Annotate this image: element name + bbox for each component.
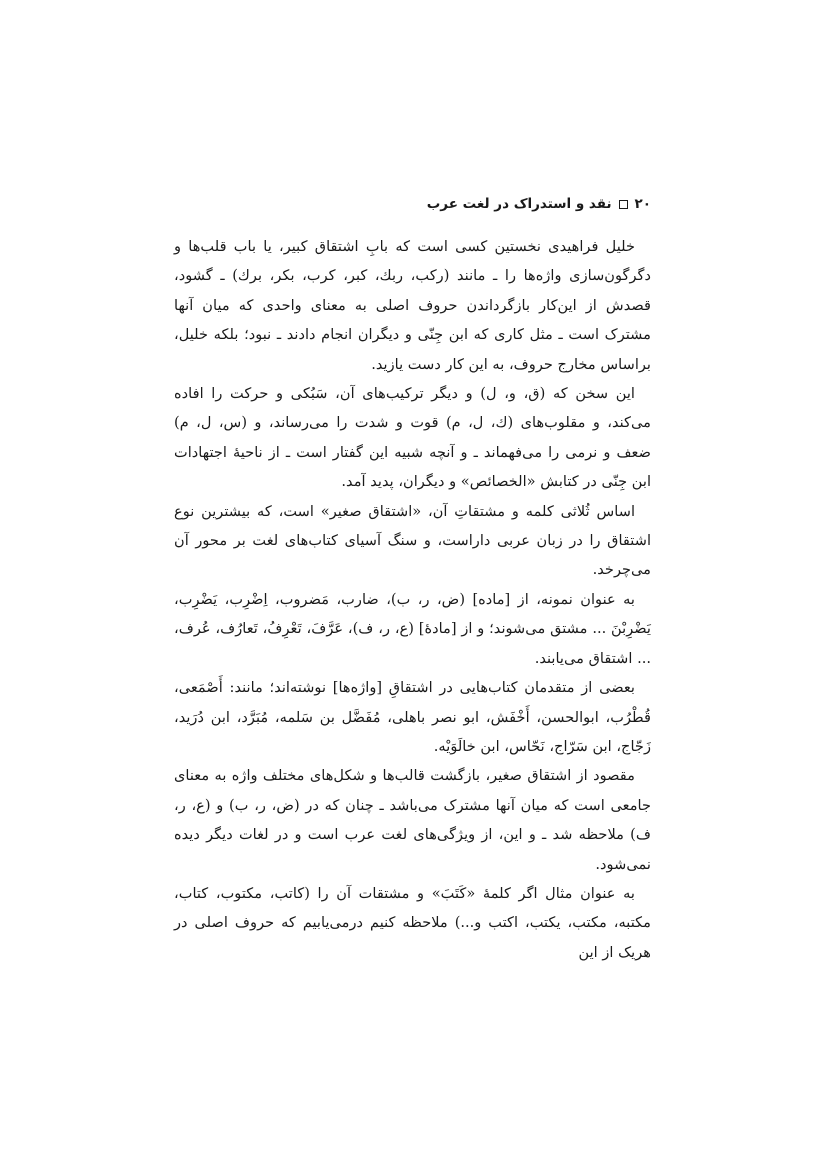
paragraph: به عنوان نمونه، از [ماده] (ض، ر، ب)، ضارب، مَضروب، اِضْرِب، یَضْرِب، یَضْرِبْنَ ... مشتق می‌شوند؛ و از [مادهٔ] (ع، ر، ف)، عَرَّفَ، تَعْرِفُ، تَعارُف، عُرف، ... اشتقاق می‌یابند. — [174, 590, 651, 667]
body-text — [174, 232, 651, 967]
paragraph: به عنوان مثال اگر کلمهٔ «کَتَبَ» و مشتقات آن را (کاتب، مکتوب، کتاب، مکتبه، مکتب، یکتب، اکتب و...) ملاحظه کنیم درمی‌یابیم که حروف اصلی در هریک از این — [174, 884, 651, 961]
page-number: ۲۰ — [634, 196, 651, 212]
paragraph: بعضی از متقدمان کتاب‌هایی در اشتقاقِ [واژه‌ها] نوشته‌اند؛ مانند: أَصْمَعی، قُطْرُب، ابوالحسن، أَخْفَش، ابو نصر باهلی، مُفَضَّل بن سَلمه، مُبَرَّد، ابن دُرَید، زَجّاج، ابن سَرّاج، نَحّاس، ابن خالَوَیْه. — [174, 679, 651, 755]
paragraph: اساس ثُلاثی کلمه و مشتقاتِ آن، «اشتقاق صغیر» است، که بیشترین نوع اشتقاق را در زبان عربی داراست، و سنگ آسیای کتاب‌های لغت بر محور آن می‌چرخد. — [174, 502, 651, 579]
square-bullet-icon — [619, 200, 628, 209]
paragraph: این سخن که (ق، و، ل) و دیگر ترکیب‌های آن، سَبُکی و حرکت را افاده می‌کند، و مقلوب‌های (ك، ل، م) قوت و شدت را می‌رساند، و (س، ل، م) ضعف و نرمی را می‌فهماند ـ و آنچه شبیه این گفتار است ـ از ناحیهٔ اجتهادات ابن جِنّی در کتابش «الخصائص» و دیگران، پدید آمد. — [174, 385, 651, 491]
running-title: نقد و استدراک در لغت عرب — [426, 196, 612, 212]
paragraph: خلیل فراهیدی نخستین کسی است که بابِ اشتقاق کبیر، یا باب قلب‌ها و دگرگون‌سازی واژه‌ها را ـ مانند (رکب، ربك، کبر، کرب، بکر، برك) ـ گشود، قصدش از این‌کار بازگرداندن حروف اصلی به معنای واحدی که میان آنها مشترک است ـ مثل کاری که ابن جِنّی و دیگران انجام دادند ـ نبود؛ بلکه خلیل، براساس مخارج حروف، به این کار دست یازید. — [174, 238, 651, 373]
paragraph: مقصود از اشتقاق صغیر، بازگشت قالب‌ها و شکل‌های مختلف واژه به معنای جامعی است که میان آنها مشترک می‌باشد ـ چنان که در (ض، ر، ب) و (ع، ر، ف) ملاحظه شد ـ و این، از ویژگی‌های لغت عرب است و در لغات دیگر دیده نمی‌شود. — [174, 767, 651, 873]
running-header — [427, 196, 651, 212]
